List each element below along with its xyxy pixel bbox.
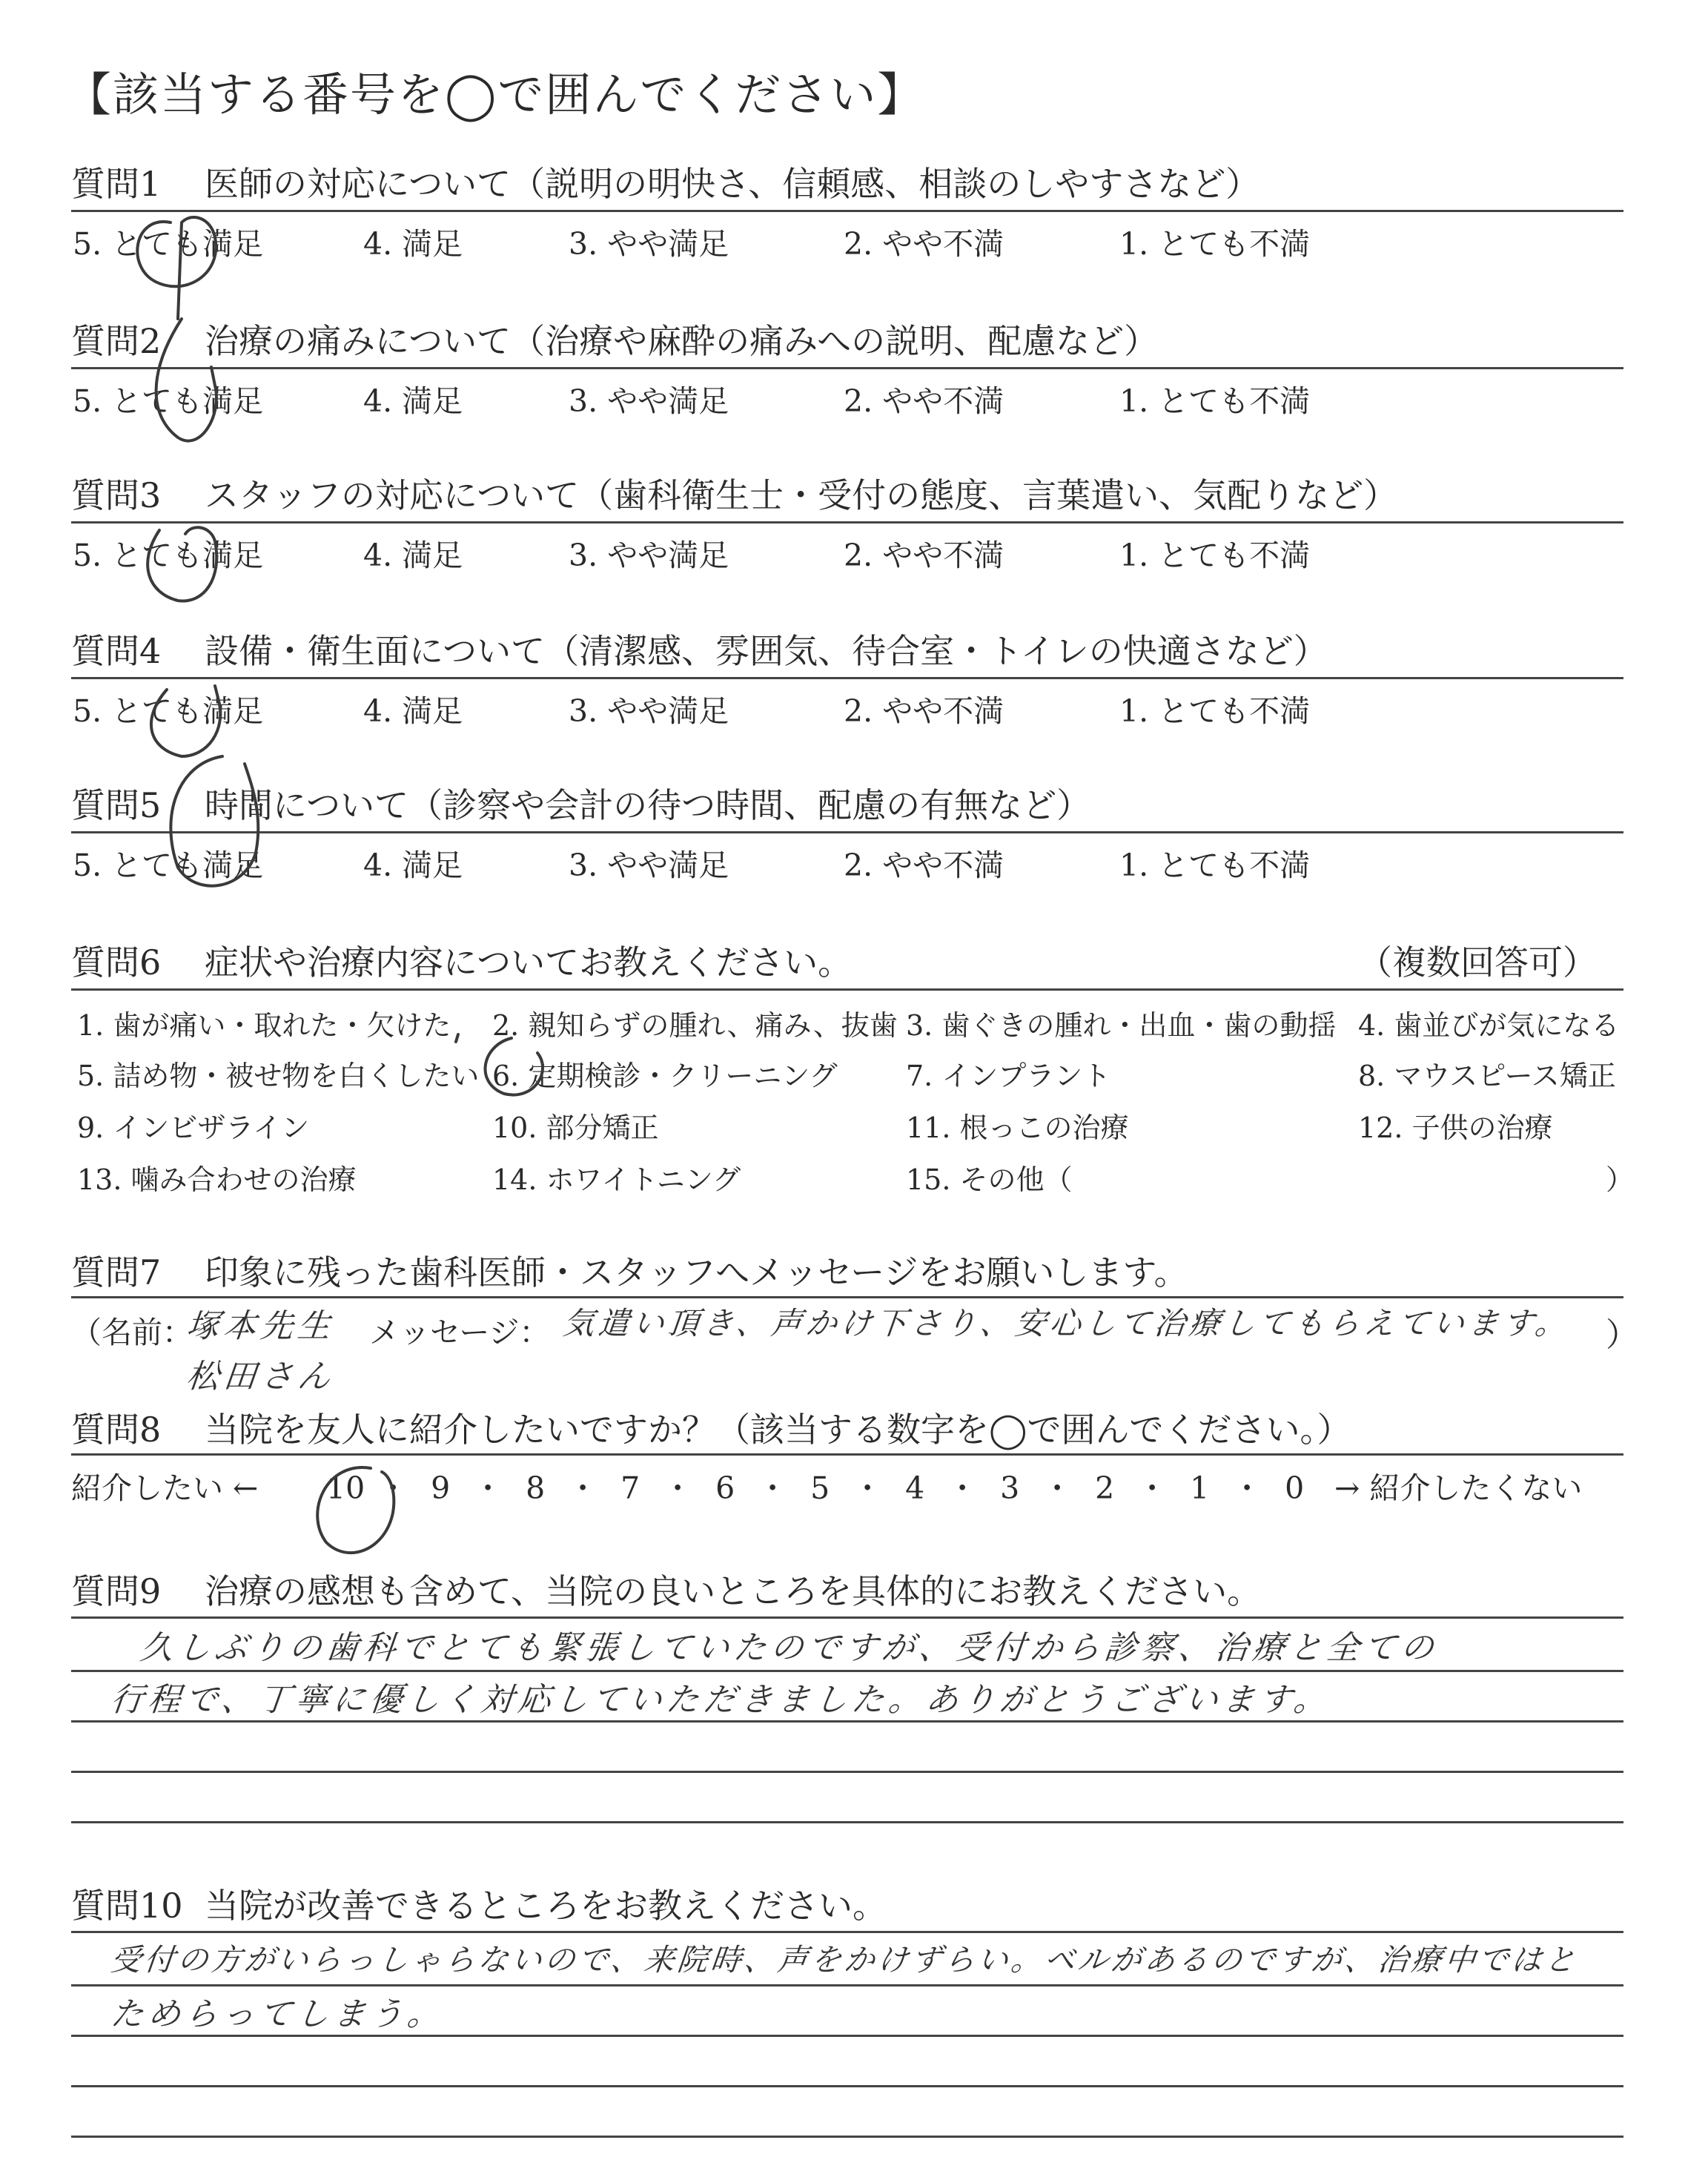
symptom-option-6[interactable]: 6. 定期検診・クリーニング [492, 1060, 838, 1092]
question-label: 質問8 [71, 1410, 162, 1450]
writing-line [71, 1821, 1623, 1823]
question-text: 設備・衛生面について（清潔感、雰囲気、待合室・トイレの快適さなど） [205, 631, 1328, 671]
handwritten-staff-name-1: 塚本先生 [184, 1307, 337, 1345]
symptom-option-3[interactable]: 3. 歯ぐきの腫れ・出血・歯の動揺 [906, 1009, 1337, 1042]
recommend-right-label: → 紹介したくない [1334, 1470, 1583, 1506]
symptom-option-4[interactable]: 4. 歯並びが気になる [1358, 1009, 1620, 1042]
divider [71, 1453, 1623, 1456]
message-close-paren: ） [1606, 1316, 1638, 1354]
question-label: 質問2 [71, 321, 162, 361]
scale-separator: ・ [852, 1470, 883, 1506]
option-very-dissatisfied[interactable]: 1. とても不満 [1119, 538, 1311, 573]
writing-line [71, 1771, 1623, 1773]
scale-separator: ・ [757, 1470, 788, 1506]
symptom-option-7[interactable]: 7. インプラント [906, 1060, 1111, 1092]
option-very-dissatisfied[interactable]: 1. とても不満 [1119, 226, 1311, 262]
recommend-left-label: 紹介したい ← [71, 1470, 259, 1506]
option-very-dissatisfied[interactable]: 1. とても不満 [1119, 848, 1311, 883]
scale-separator: ・ [1231, 1470, 1262, 1506]
option-very-satisfied[interactable]: 5. とても満足 [73, 848, 264, 883]
scale-separator: ・ [1042, 1470, 1073, 1506]
scale-value-1[interactable]: 1 [1190, 1470, 1210, 1506]
option-somewhat-dissatisfied[interactable]: 2. やや不満 [844, 226, 1004, 262]
handwritten-answer-line-1: 受付の方がいらっしゃらないので、来院時、声をかけずらい。ベルがあるのですが、治療中ではと [109, 1942, 1580, 1978]
question-label: 質問9 [71, 1571, 162, 1611]
symptom-option-15[interactable]: 15. その他（ [906, 1163, 1073, 1196]
option-satisfied[interactable]: 4. 満足 [363, 848, 463, 883]
option-satisfied[interactable]: 4. 満足 [363, 538, 463, 573]
question-label: 質問1 [71, 164, 162, 204]
writing-line [71, 1670, 1623, 1672]
option-very-dissatisfied[interactable]: 1. とても不満 [1119, 693, 1311, 729]
option-somewhat-satisfied[interactable]: 3. やや満足 [569, 693, 729, 729]
option-satisfied[interactable]: 4. 満足 [363, 383, 463, 419]
option-somewhat-satisfied[interactable]: 3. やや満足 [569, 848, 729, 883]
question-label: 質問10 [71, 1886, 183, 1926]
question-text: 医師の対応について（説明の明快さ、信頼感、相談のしやすさなど） [205, 164, 1260, 204]
handwritten-staff-name-2: 松田さん [184, 1358, 337, 1396]
writing-line [71, 2085, 1623, 2087]
scale-value-8[interactable]: 8 [526, 1470, 546, 1506]
divider [71, 831, 1623, 833]
scale-value-9[interactable]: 9 [431, 1470, 451, 1506]
question-text: 治療の感想も含めて、当院の良いところを具体的にお教えください。 [205, 1571, 1262, 1611]
writing-line [71, 1931, 1623, 1933]
scale-value-4[interactable]: 4 [905, 1470, 925, 1506]
option-somewhat-dissatisfied[interactable]: 2. やや不満 [844, 848, 1004, 883]
option-satisfied[interactable]: 4. 満足 [363, 226, 463, 262]
option-satisfied[interactable]: 4. 満足 [363, 693, 463, 729]
question-label: 質問3 [71, 475, 162, 515]
scale-value-7[interactable]: 7 [620, 1470, 640, 1506]
scale-separator: ・ [1136, 1470, 1168, 1506]
question-label: 質問6 [71, 942, 162, 982]
question-label: 質問4 [71, 631, 162, 671]
option-very-dissatisfied[interactable]: 1. とても不満 [1119, 383, 1311, 419]
scale-value-2[interactable]: 2 [1095, 1470, 1115, 1506]
divider [71, 988, 1623, 991]
option-somewhat-satisfied[interactable]: 3. やや満足 [569, 538, 729, 573]
question-label: 質問5 [71, 785, 162, 825]
option-somewhat-dissatisfied[interactable]: 2. やや不満 [844, 538, 1004, 573]
question-text: 当院を友人に紹介したいですか？（該当する数字を◯で囲んでください。） [205, 1410, 1351, 1450]
option-somewhat-dissatisfied[interactable]: 2. やや不満 [844, 693, 1004, 729]
scale-value-6[interactable]: 6 [715, 1470, 735, 1506]
question-text: 当院が改善できるところをお教えください。 [205, 1886, 887, 1926]
option-very-satisfied[interactable]: 5. とても満足 [73, 538, 264, 573]
symptom-option-11[interactable]: 11. 根っこの治療 [906, 1112, 1129, 1144]
handwritten-answer-line-2: 行程で、丁寧に優しく対応していただきました。ありがとうございます。 [108, 1681, 1333, 1719]
symptom-option-10[interactable]: 10. 部分矯正 [492, 1112, 659, 1144]
scale-value-0[interactable]: 0 [1285, 1470, 1305, 1506]
question-label: 質問7 [71, 1252, 162, 1292]
symptom-option-1[interactable]: 1. 歯が痛い・取れた・欠けた [77, 1009, 451, 1042]
divider [71, 521, 1623, 524]
divider [71, 367, 1623, 369]
scale-separator: ・ [377, 1470, 408, 1506]
page-title: 【該当する番号を◯で囲んでください】 [65, 67, 925, 122]
other-close-paren: ） [1606, 1163, 1635, 1196]
divider [71, 1296, 1623, 1298]
symptom-option-5[interactable]: 5. 詰め物・被せ物を白くしたい [77, 1060, 480, 1092]
writing-line [71, 1616, 1623, 1619]
handwritten-answer-line-1: 久しぶりの歯科でとても緊張していたのですが、受付から診察、治療と全ての [138, 1629, 1440, 1667]
symptom-option-13[interactable]: 13. 噛み合わせの治療 [77, 1163, 357, 1196]
scale-value-5[interactable]: 5 [810, 1470, 830, 1506]
handwritten-answer-line-2: ためらってしまう。 [108, 1995, 447, 2033]
question-text: 治療の痛みについて（治療や麻酔の痛みへの説明、配慮など） [205, 321, 1159, 361]
handwritten-message: 気遣い頂き、声かけ下さり、安心して治療してもらえています。 [561, 1305, 1572, 1341]
writing-line [71, 2035, 1623, 2037]
scale-separator: ・ [662, 1470, 693, 1506]
scale-separator: ・ [947, 1470, 978, 1506]
symptom-option-2[interactable]: 2. 親知らずの腫れ、痛み、抜歯 [492, 1009, 898, 1042]
divider [71, 210, 1623, 212]
multiple-answer-note: （複数回答可） [1358, 942, 1597, 982]
divider [71, 677, 1623, 679]
option-very-satisfied[interactable]: 5. とても満足 [73, 693, 264, 729]
option-somewhat-dissatisfied[interactable]: 2. やや不満 [844, 383, 1004, 419]
option-very-satisfied[interactable]: 5. とても満足 [73, 383, 264, 419]
writing-line [71, 1720, 1623, 1723]
scale-separator: ・ [567, 1470, 598, 1506]
writing-line [71, 2136, 1623, 2138]
question-text: 時間について（診察や会計の待つ時間、配慮の有無など） [205, 785, 1091, 825]
symptom-option-12[interactable]: 12. 子供の治療 [1358, 1112, 1553, 1144]
symptom-option-14[interactable]: 14. ホワイトニング [492, 1163, 741, 1196]
question-text: スタッフの対応について（歯科衛生士・受付の態度、言葉遣い、気配りなど） [205, 475, 1398, 515]
message-label: メッセージ： [369, 1315, 550, 1350]
option-somewhat-satisfied[interactable]: 3. やや満足 [569, 383, 729, 419]
symptom-option-8[interactable]: 8. マウスピース矯正 [1358, 1060, 1616, 1092]
scale-value-3[interactable]: 3 [1000, 1470, 1020, 1506]
recommend-scale [326, 1464, 1314, 1507]
name-label: （名前： [71, 1315, 193, 1350]
option-very-satisfied[interactable]: 5. とても満足 [73, 226, 264, 262]
question-text: 印象に残った歯科医師・スタッフへメッセージをお願いします。 [205, 1252, 1188, 1292]
scale-separator: ・ [472, 1470, 503, 1506]
question-text: 症状や治療内容についてお教えください。 [205, 942, 853, 982]
symptom-option-9[interactable]: 9. インビザライン [77, 1112, 310, 1144]
scale-value-10[interactable]: 10 [326, 1470, 365, 1506]
writing-line [71, 1984, 1623, 1986]
option-somewhat-satisfied[interactable]: 3. やや満足 [569, 226, 729, 262]
